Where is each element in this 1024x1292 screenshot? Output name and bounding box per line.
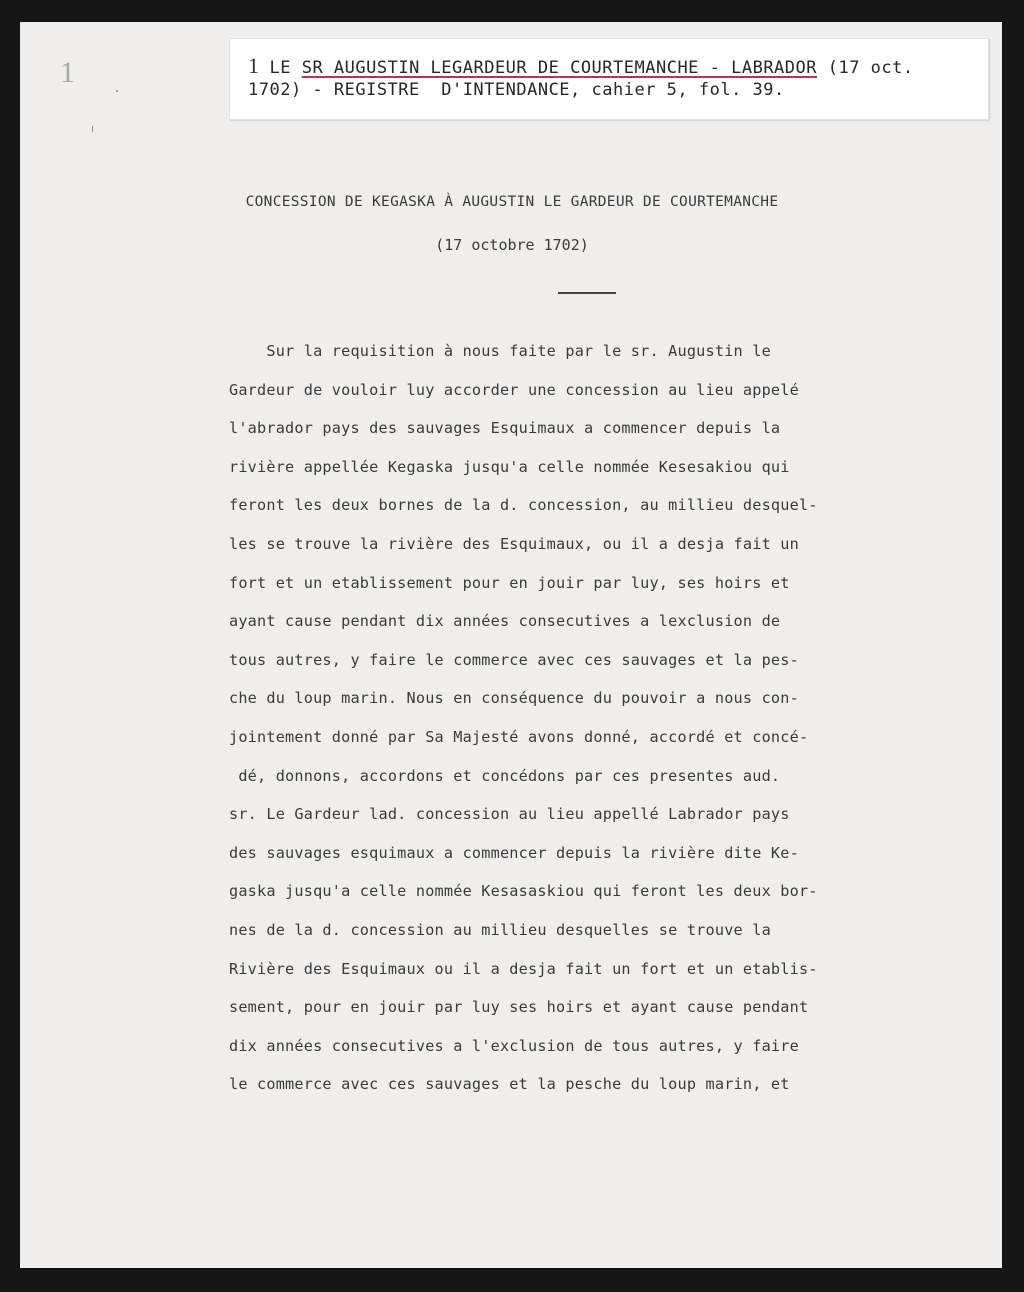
body-line: gaska jusqu'a celle nommée Kesasaskiou qui feront les deux bor- [229,882,818,901]
body-line: dix années consecutives a l'exclusion de tous autres, y faire [229,1036,799,1055]
body-line: fort et un etablissement pour en jouir par luy, ses hoirs et [229,573,790,592]
body-line: Sur la requisition à nous faite par le sr. Augustin le [229,342,771,360]
title-divider [558,292,616,294]
document-title: CONCESSION DE KEGASKA À AUGUSTIN LE GARDEUR DE COURTEMANCHE [245,194,779,210]
archive-label [229,38,989,120]
body-line: Rivière des Esquimaux ou il a desja fait un fort et un etablis- [229,959,818,978]
body-line: nes de la d. concession au millieu desquelles se trouve la [229,920,771,939]
body-line: dé, donnons, accordons et concédons par ces presentes aud. [229,766,781,785]
body-line: Gardeur de vouloir luy accorder une concession au lieu appelé [229,380,799,399]
body-line: feront les deux bornes de la d. concession, au millieu desquel- [229,496,818,515]
body-line: des sauvages esquimaux a commencer depuis la rivière dite Ke- [229,843,799,862]
body-line: sement, pour en jouir par luy ses hoirs et ayant cause pendant [229,998,809,1017]
paper-speck [116,90,118,92]
body-line: les se trouve la rivière des Esquimaux, ou il a desja fait un [229,534,799,553]
document-body [229,332,969,1104]
label-line1-suffix: (17 oct. [817,58,914,78]
label-number: 1 [248,53,260,78]
body-line: sr. Le Gardeur lad. concession au lieu appellé Labrador pays [229,805,790,824]
label-line2: 1702) - REGISTRE D'INTENDANCE, cahier 5, fol. 39. [248,80,785,100]
archive-label-text [248,55,914,101]
document-date: (17 octobre 1702) [435,236,589,254]
body-line: ayant cause pendant dix années consecutives a lexclusion de [229,612,781,631]
label-line1-prefix: LE [269,58,302,78]
label-underlined-name: SR AUGUSTIN LEGARDEUR DE COURTEMANCHE - LABRADOR [301,58,817,78]
folio-number: 1 [60,56,75,89]
body-line: l'abrador pays des sauvages Esquimaux a commencer depuis la [229,419,781,438]
paper-speck [92,126,93,132]
body-line: tous autres, y faire le commerce avec ces sauvages et la pes- [229,650,799,669]
body-line: che du loup marin. Nous en conséquence du pouvoir a nous con- [229,689,799,708]
body-line: rivière appellée Kegaska jusqu'a celle nommée Kesesakiou qui [229,457,790,476]
body-line: jointement donné par Sa Majesté avons donné, accordé et concé- [229,727,809,746]
body-line: le commerce avec ces sauvages et la pesche du loup marin, et [229,1075,790,1094]
